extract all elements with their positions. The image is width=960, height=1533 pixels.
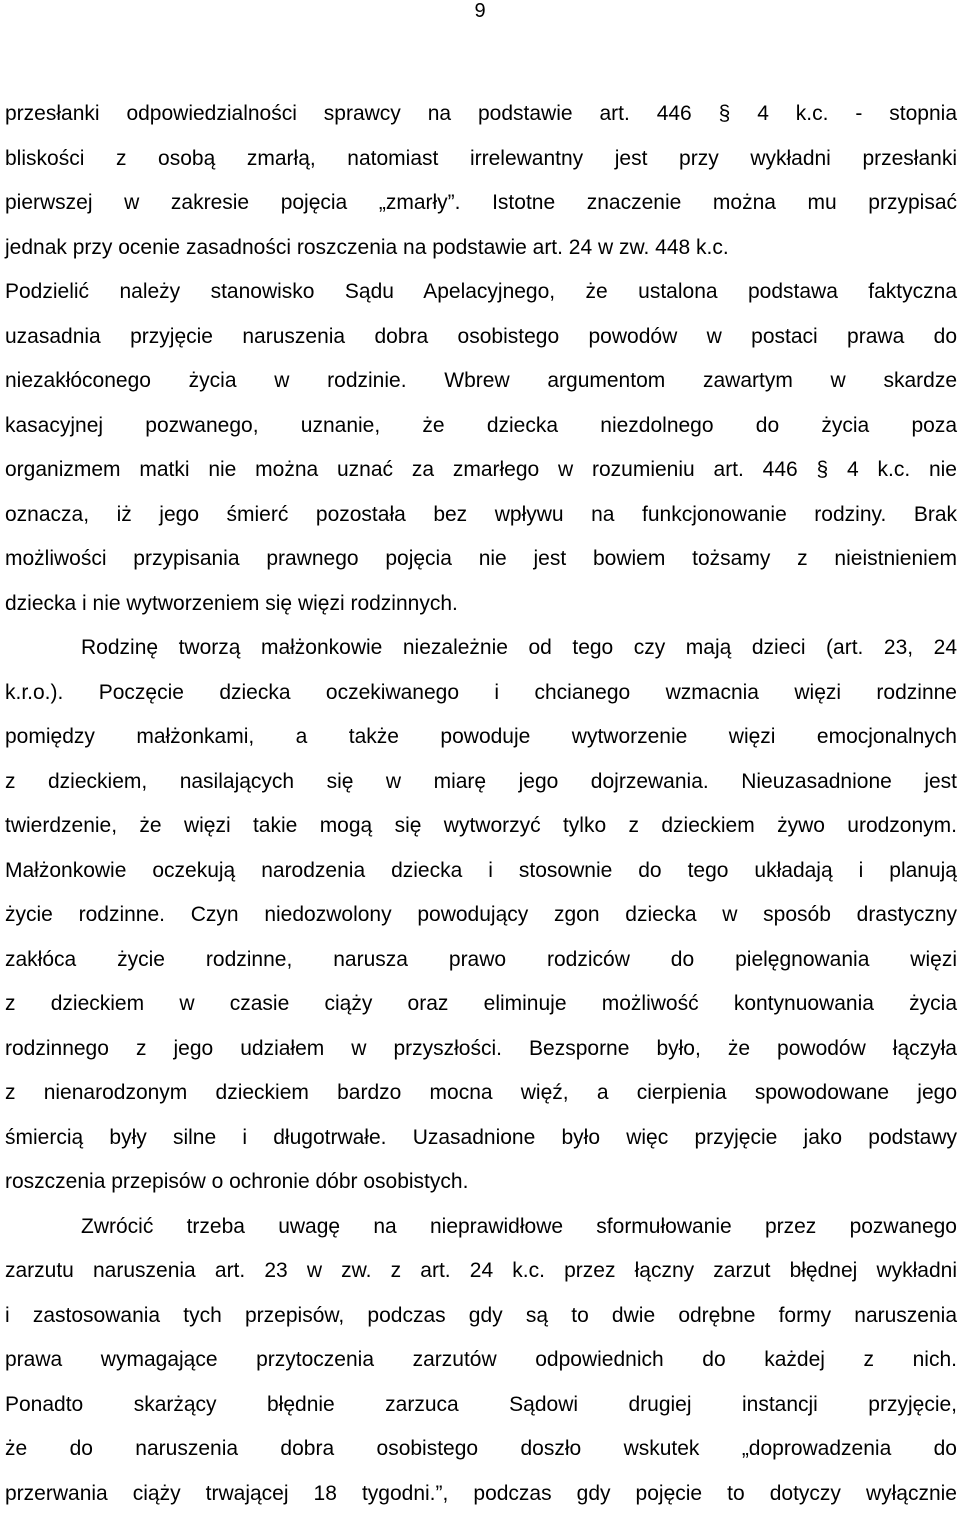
text-line: i zastosowania tych przepisów, podczas gdy są to dwie odrębne formy naruszenia: [5, 1303, 957, 1327]
text-line: życie rodzinne. Czyn niedozwolony powodujący zgon dziecka w sposób drastyczny: [5, 903, 957, 926]
text-line: bliskości z osobą zmarłą, natomiast irrelewantny jest przy wykładni przesłanki: [5, 146, 957, 170]
text-line: Zwrócić trzeba uwagę na nieprawidłowe sformułowanie przez pozwanego: [81, 1214, 957, 1238]
text-line: zakłóca życie rodzinne, narusza prawo rodziców do pielęgnowania więzi: [5, 947, 957, 971]
text-line: Podzielić należy stanowisko Sądu Apelacyjnego, że ustalona podstawa faktyczna: [5, 280, 957, 303]
document-body: [5, 92, 957, 1516]
text-line: z dzieckiem, nasilających się w miarę jego dojrzewania. Nieuzasadnione jest: [5, 769, 957, 793]
text-line: kasacyjnej pozwanego, uznanie, że dziecka niezdolnego do życia poza: [5, 413, 957, 437]
text-line: Rodzinę tworzą małżonkowie niezależnie od tego czy mają dzieci (art. 23, 24: [81, 636, 957, 659]
text-line: roszczenia przepisów o ochronie dóbr osobistych.: [5, 1170, 469, 1193]
text-line: przerwania ciąży trwającej 18 tygodni.”, podczas gdy pojęcie to dotyczy wyłącznie: [5, 1481, 957, 1505]
text-line: prawa wymagające przytoczenia zarzutów odpowiednich do każdej z nich.: [5, 1348, 957, 1371]
text-line: z nienarodzonym dzieckiem bardzo mocna więź, a cierpienia spowodowane jego: [5, 1081, 957, 1104]
text-line: rodzinnego z jego udziałem w przyszłości. Bezsporne było, że powodów łączyła: [5, 1036, 957, 1060]
text-line: uzasadnia przyjęcie naruszenia dobra osobistego powodów w postaci prawa do: [5, 324, 957, 348]
text-line: jednak przy ocenie zasadności roszczenia na podstawie art. 24 w zw. 448 k.c.: [5, 235, 729, 259]
text-line: dziecka i nie wytworzeniem się więzi rodzinnych.: [5, 591, 458, 615]
text-line: Małżonkowie oczekują narodzenia dziecka i stosownie do tego układają i planują: [5, 858, 957, 882]
text-line: k.r.o.). Poczęcie dziecka oczekiwanego i chcianego wzmacnia więzi rodzinne: [5, 680, 957, 704]
page-number: 9: [474, 0, 486, 22]
text-line: Ponadto skarżący błędnie zarzuca Sądowi drugiej instancji przyjęcie,: [5, 1392, 957, 1416]
text-line: niezakłóconego życia w rodzinie. Wbrew argumentom zawartym w skardze: [5, 369, 957, 392]
text-line: śmiercią były silne i długotrwałe. Uzasadnione było więc przyjęcie jako podstawy: [5, 1125, 957, 1149]
text-line: możliwości przypisania prawnego pojęcia nie jest bowiem tożsamy z nieistnieniem: [5, 547, 957, 570]
text-line: przesłanki odpowiedzialności sprawcy na podstawie art. 446 § 4 k.c. - stopnia: [5, 102, 957, 125]
text-line: zarzutu naruszenia art. 23 w zw. z art. 24 k.c. przez łączny zarzut błędnej wykładni: [5, 1259, 957, 1282]
text-line: organizmem matki nie można uznać za zmarłego w rozumieniu art. 446 § 4 k.c. nie: [5, 458, 957, 481]
text-line: twierdzenie, że więzi takie mogą się wytworzyć tylko z dzieckiem żywo urodzonym.: [5, 814, 957, 837]
text-line: pierwszej w zakresie pojęcia „zmarły”. Istotne znaczenie można mu przypisać: [5, 191, 957, 214]
text-line: z dzieckiem w czasie ciąży oraz eliminuje możliwość kontynuowania życia: [5, 992, 957, 1015]
text-line: pomiędzy małżonkami, a także powoduje wytworzenie więzi emocjonalnych: [5, 725, 957, 748]
text-line: oznacza, iż jego śmierć pozostała bez wpływu na funkcjonowanie rodziny. Brak: [5, 502, 957, 526]
text-line: że do naruszenia dobra osobistego doszło wskutek „doprowadzenia do: [5, 1437, 957, 1460]
